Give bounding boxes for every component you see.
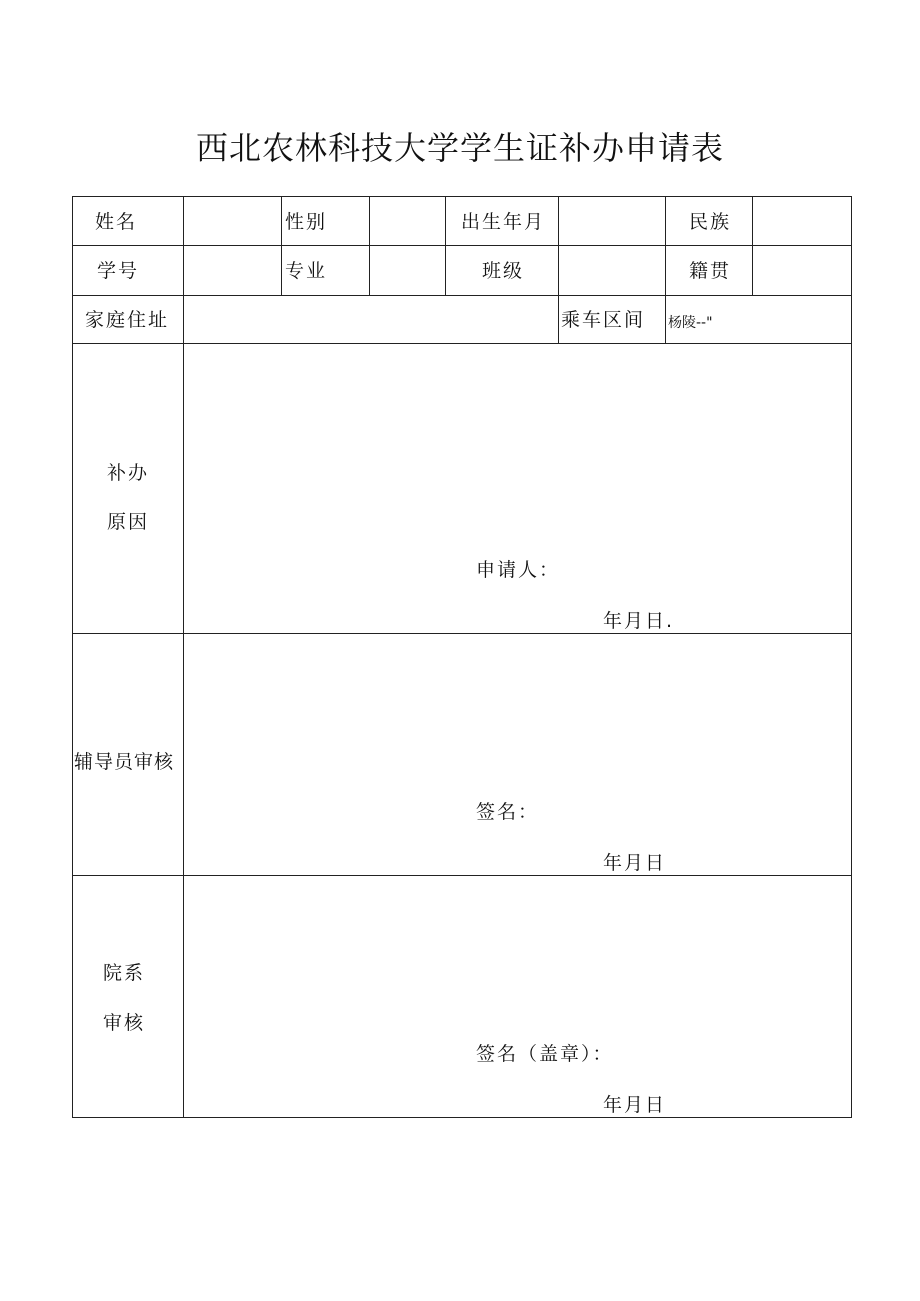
reason-field[interactable] — [184, 344, 851, 554]
department-review-label-line1: 院系 — [103, 962, 146, 984]
birth-date-field[interactable] — [559, 198, 665, 245]
counselor-date-label: 年月日 — [603, 852, 667, 874]
counselor-signature-label: 签名： — [476, 801, 540, 823]
native-place-field[interactable] — [753, 246, 851, 295]
department-signature-label: 签名（盖章）： — [476, 1043, 614, 1065]
travel-route-label: 乘车区间 — [561, 309, 646, 331]
major-field[interactable] — [370, 246, 445, 295]
major-label: 专业 — [285, 260, 328, 282]
form-title: 西北农林科技大学学生证补办申请表 — [195, 129, 724, 167]
class-label: 班级 — [482, 260, 525, 282]
class-field[interactable] — [559, 246, 665, 295]
reason-label-line2: 原因 — [107, 511, 150, 533]
native-place-label: 籍贯 — [689, 260, 732, 282]
column-divider — [281, 197, 282, 295]
reason-label-line1: 补办 — [107, 462, 150, 484]
ethnicity-label: 民族 — [689, 211, 732, 233]
department-review-field[interactable] — [184, 876, 851, 1036]
counselor-review-field[interactable] — [184, 634, 851, 794]
student-id-label: 学号 — [97, 260, 140, 282]
column-divider — [445, 197, 446, 295]
gender-label: 性别 — [285, 211, 328, 233]
home-address-field[interactable] — [184, 296, 558, 343]
reason-date-label: 年月日. — [603, 610, 675, 632]
department-date-label: 年月日 — [603, 1094, 667, 1116]
name-field[interactable] — [184, 198, 281, 245]
counselor-review-label: 辅导员审核 — [74, 751, 175, 773]
gender-field[interactable] — [370, 198, 445, 245]
name-label: 姓名 — [95, 211, 138, 233]
column-divider — [665, 197, 666, 343]
home-address-label: 家庭住址 — [85, 309, 170, 331]
ethnicity-field[interactable] — [753, 198, 851, 245]
travel-route-value[interactable]: 杨陵--" — [668, 315, 713, 331]
applicant-signature-label: 申请人： — [476, 559, 561, 581]
birth-date-label: 出生年月 — [461, 211, 546, 233]
application-form-table — [72, 196, 852, 1118]
department-review-label-line2: 审核 — [103, 1012, 146, 1034]
student-id-field[interactable] — [184, 246, 281, 295]
